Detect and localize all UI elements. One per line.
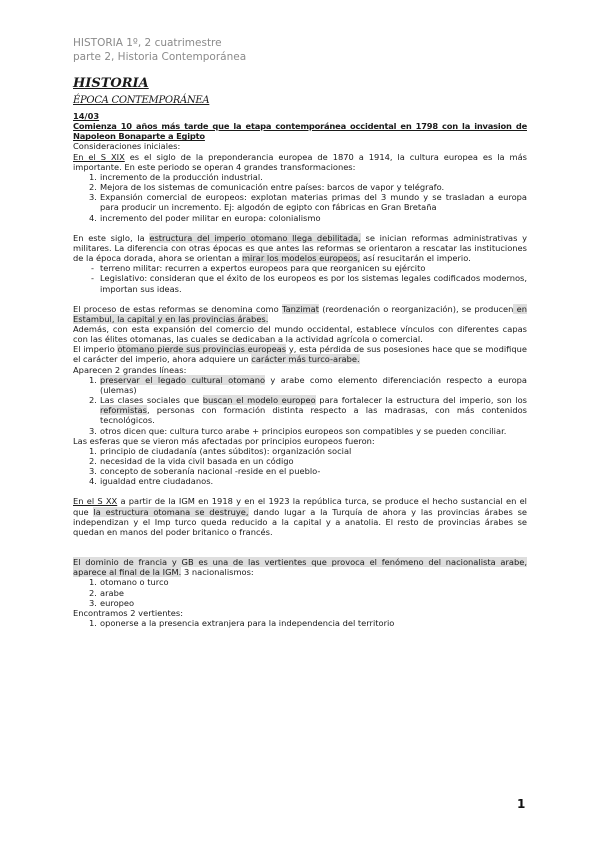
highlight: mirar los modelos europeos,: [241, 253, 361, 264]
list-item: [73, 375, 527, 395]
list-text: incremento de la producción industrial.: [100, 171, 263, 182]
paragraph-spheres-heading: Las esferas que se vieron más afectadas por principios europeos fueron:: [73, 435, 375, 446]
highlight: reformistas: [100, 405, 147, 416]
highlight: la estructura otomana se destruye,: [93, 506, 249, 517]
paragraph-lines-heading: Aparecen 2 grandes líneas:: [73, 364, 187, 375]
list-number: 3.: [89, 466, 97, 477]
list-text: incremento del poder militar en europa: colonialismo: [100, 212, 321, 223]
list-item: [73, 456, 527, 466]
list-number: 1.: [89, 374, 97, 385]
list-number: 3.: [89, 425, 97, 436]
paragraph-provinces: [73, 344, 527, 364]
s-xix-underline: En el S XIX: [73, 151, 125, 162]
list-item: [73, 618, 527, 628]
paragraph-reforms: [73, 233, 527, 263]
list-text: principio de ciudadanía (antes súbditos): organización social: [100, 445, 352, 456]
list-text: Mejora de los sistemas de comunicación entre países: barcos de vapor y telégrafo.: [100, 182, 445, 193]
list-text: oponerse a la presencia extranjera para la independencia del territorio: [100, 618, 395, 629]
spacer: [73, 294, 527, 304]
list-text: Legislativo: consideran que el éxito de los europeos es por los sistemas legales codificados modernos, importan sus ideas.: [100, 273, 527, 294]
spacer: [73, 486, 527, 496]
paragraph-vertientes: Encontramos 2 vertientes:: [73, 607, 184, 618]
list-item: [73, 263, 527, 273]
paragraph-commerce: Además, con esta expansión del comercio del mundo occidental, establece vínculos con diferentes capas con las élites otomanas, las cuales se dedicaban a la actividad agrícola o comercial.: [73, 323, 527, 345]
list-text: otomano o turco: [100, 577, 169, 588]
highlight: preservar el legado cultural otomano: [100, 374, 266, 385]
list-number: 2.: [89, 395, 97, 406]
highlight: otomano pierde sus provincias europeas: [117, 344, 287, 355]
list-text: necesidad de la vida civil basada en un código: [100, 456, 294, 466]
highlight: El dominio de francia y GB es una de las vertientes que provoca el fenómeno del nacionalista arabe, aparece al final de la IGM.: [73, 557, 527, 578]
list-item: [73, 588, 527, 598]
list-item: [73, 182, 527, 192]
list-text: para fortalecer la estructura del imperio, son los: [315, 395, 527, 406]
s-xx-underline: En el S XX: [73, 496, 118, 507]
header-part: parte 2, Historia Contemporánea: [73, 51, 247, 63]
spheres-list: [73, 446, 527, 487]
paragraph-nationalism: [73, 557, 527, 577]
list-number: 4.: [89, 212, 97, 223]
doc-title: HISTORIA: [73, 76, 149, 91]
spacer: [73, 223, 527, 233]
consideraciones-heading: Consideraciones iniciales:: [73, 141, 181, 152]
paragraph-text: a partir de la IGM en 1918 y en el 1923 la república turca, se produce el hecho sustancial en el que: [73, 496, 527, 517]
highlight: estructura del imperio otomano llega debilitada,: [149, 232, 361, 243]
list-item: [73, 273, 527, 293]
list-number: 1.: [89, 577, 97, 588]
list-number: 3.: [89, 192, 97, 203]
document-body: [73, 76, 527, 628]
list-text: europeo: [100, 597, 135, 608]
page-number: 1: [517, 797, 526, 811]
bullet-dash: -: [91, 273, 94, 284]
paragraph-tanzimat: [73, 304, 527, 324]
bullet-dash: -: [91, 263, 94, 274]
list-number: 1.: [89, 618, 97, 629]
spacer: [73, 537, 527, 547]
list-item: [73, 426, 527, 436]
paragraph-text: se inician reformas administrativas y militares. La diferencia con otras épocas es que antes las reformas se orientaron a rescatar las instituciones de la época dorada, ahora se orientan a: [73, 232, 528, 264]
highlight: carácter más turco-arabe.: [251, 354, 360, 365]
doc-subtitle: ÉPOCA CONTEMPORÁNEA: [73, 95, 210, 106]
paragraph-s-xix: [73, 152, 527, 172]
list-text: otros dicen que: cultura turco arabe + principios europeos son compatibles y se pueden conciliar.: [100, 425, 507, 436]
paragraph-text: En este siglo, la: [73, 232, 150, 243]
highlight: Tanzimat: [281, 303, 320, 314]
list-text: Expansión comercial de europeos: explotan materias primas del 3 mundo y se trasladan a europa para producir un incremento. Ej: algodón de egipto con fábricas en Gran Bretaña: [100, 192, 527, 213]
list-text: y arabe como elemento diferenciación respecto a europa (ulemas): [100, 374, 527, 395]
reforms-list: [73, 263, 527, 293]
list-item: [73, 476, 527, 486]
paragraph-s-xx: [73, 496, 527, 537]
paragraph-text: 3 nacionalismos:: [181, 567, 254, 578]
list-item: [73, 213, 527, 223]
list-number: 3.: [89, 597, 97, 608]
list-item: [73, 577, 527, 587]
highlight: buscan el modelo europeo: [202, 395, 316, 406]
list-text: concepto de soberanía nacional -reside en el pueblo-: [100, 466, 321, 477]
list-text: arabe: [100, 587, 124, 598]
list-number: 2.: [89, 182, 97, 193]
list-number: 2.: [89, 456, 97, 466]
paragraph-text: (reordenación o reorganización), se producen: [319, 303, 514, 314]
list-item: [73, 192, 527, 212]
nationalisms-list: [73, 577, 527, 607]
header-course: HISTORIA 1º, 2 cuatrimestre: [73, 37, 222, 49]
paragraph-text: así resucitarán el imperio.: [360, 253, 471, 264]
highlight: en Estambul, la capital y en las provincias árabes.: [73, 303, 527, 324]
list-number: 4.: [89, 476, 97, 487]
list-number: 1.: [89, 445, 97, 456]
transformations-list: [73, 172, 527, 223]
paragraph-text: es el siglo de la preponderancia europea de 1870 a 1914, la cultura europea es la más importante. En este periodo se operan 4 grandes transformaciones:: [73, 151, 527, 172]
list-text: igualdad entre ciudadanos.: [100, 476, 214, 487]
vertientes-list: [73, 618, 527, 628]
list-item: [73, 172, 527, 182]
paragraph-text: El proceso de estas reformas se denomina como: [73, 303, 282, 314]
list-text: Las clases sociales que: [100, 395, 203, 406]
paragraph-text: El imperio: [73, 344, 118, 355]
spacer: [73, 547, 527, 557]
paragraph-text: dando lugar a la Turquía de ahora y las provincias árabes se independizan y el Imp turco queda reducido a la capital y a anatolia. El resto de provincias árabes se quedan en manos del poder britanico o francés.: [73, 506, 528, 537]
list-number: 2.: [89, 587, 97, 598]
list-item: [73, 598, 527, 608]
list-text: , personas con formación distinta respecto a las madrasas, con más contenidos tecnológicos.: [100, 405, 527, 426]
list-item: [73, 466, 527, 476]
paragraph-text: y, esta pérdida de sus posesiones hace que se modifique el carácter del imperio, ahora adquiere un: [73, 344, 527, 365]
list-text: terreno militar: recurren a expertos europeos para que reorganicen su ejército: [100, 263, 426, 274]
list-number: 1.: [89, 171, 97, 182]
doc-date: 14/03: [73, 111, 100, 121]
intro-paragraph: Comienza 10 años más tarde que la etapa contemporánea occidental en 1798 con la invasion de Napoleon Bonaparte a Egipto: [73, 121, 527, 142]
list-item: [73, 446, 527, 456]
list-item: [73, 395, 527, 425]
lines-list: [73, 375, 527, 436]
